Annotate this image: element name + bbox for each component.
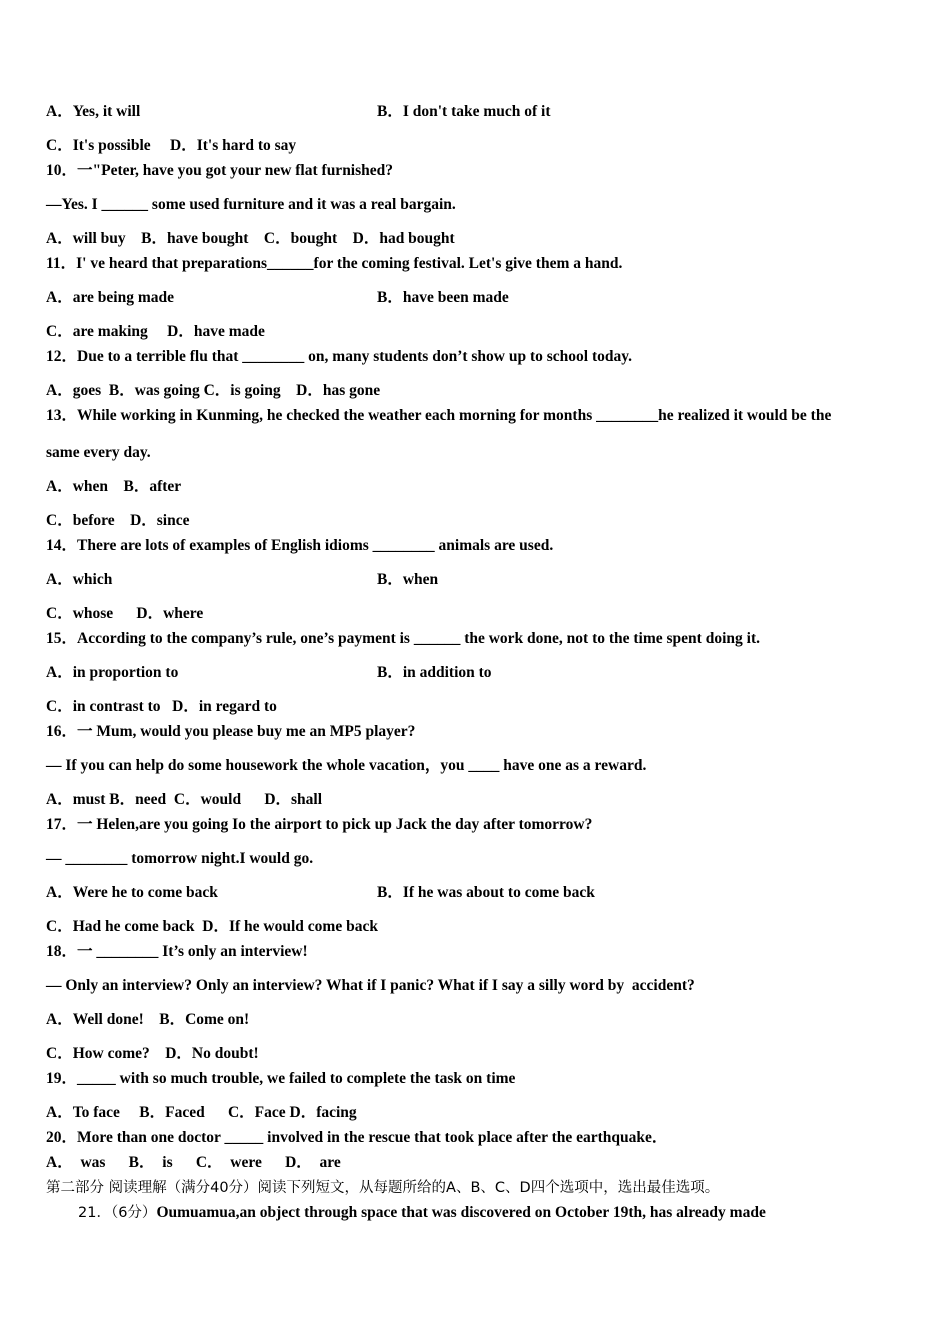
q12-options: A．goes B．was going C．is going D．has gone (46, 382, 381, 399)
q10-stem: 10．一"Peter, have you got your new flat furnished? (46, 162, 394, 179)
q19-stem: 19．_____ with so much trouble, we failed to complete the task on time (46, 1070, 516, 1087)
q17-options-cd: C．Had he come back D．If he would come back (46, 918, 378, 935)
q13-options-cd: C．before D．since (46, 512, 190, 529)
q15-option-a: A．in proportion to (46, 664, 179, 681)
q15-options-cd: C．in contrast to D．in regard to (46, 698, 277, 715)
q14-options-cd: C．whose D．where (46, 605, 204, 622)
q20-stem: 20．More than one doctor _____ involved in the rescue that took place after the earthquake． (46, 1129, 668, 1146)
q13-options-ab: A．when B．after (46, 478, 182, 495)
q18-options-ab: A．Well done! B．Come on! (46, 1011, 250, 1028)
q14-stem: 14．There are lots of examples of English idioms ________ animals are used. (46, 537, 554, 554)
q17-reply: — ________ tomorrow night.I would go. (46, 850, 314, 867)
q14-option-a: A．which (46, 571, 113, 588)
q15-stem: 15．According to the company’s rule, one’s payment is ______ the work done, not to the time spent doing it. (46, 630, 760, 647)
q16-options: A．must B．need C．would D．shall (46, 791, 323, 808)
q18-reply: — Only an interview? Only an interview? What if I panic? What if I say a silly word by accident? (46, 977, 695, 994)
q17-option-a: A．Were he to come back (46, 884, 218, 901)
q15-option-b: B．in addition to (377, 664, 492, 681)
q9-options-cd: C．It's possible D．It's hard to say (46, 137, 297, 154)
q19-options: A．To face B．Faced C．Face D．facing (46, 1104, 357, 1121)
q16-reply: — If you can help do some housework the whole vacation，you ____ have one as a reward. (46, 757, 647, 774)
q11-option-a: A．are being made (46, 289, 175, 306)
q11-stem: 11．I' ve heard that preparations______for the coming festival. Let's give them a hand. (46, 255, 623, 272)
q12-stem: 12．Due to a terrible flu that ________ on, many students don’t show up to school today. (46, 348, 633, 365)
q9-option-b: B．I don't take much of it (377, 103, 551, 120)
q13-stem: 13．While working in Kunming, he checked the weather each morning for months ________he realized it would be the (46, 407, 832, 424)
q17-stem: 17．一 Helen,are you going Io the airport to pick up Jack the day after tomorrow? (46, 816, 593, 833)
q10-options: A．will buy B．have bought C．bought D．had bought (46, 230, 455, 247)
q17-option-b: B．If he was about to come back (377, 884, 595, 901)
q18-options-cd: C．How come? D．No doubt! (46, 1045, 259, 1062)
q11-option-b: B．have been made (377, 289, 509, 306)
q13-stem-cont: same every day. (46, 444, 151, 461)
q14-option-b: B．when (377, 571, 439, 588)
q20-options: A． was B． is C． were D． are (46, 1154, 341, 1171)
q10-reply: —Yes. I ______ some used furniture and it was a real bargain. (46, 196, 456, 213)
q16-stem: 16．一 Mum, would you please buy me an MP5 player? (46, 723, 416, 740)
q18-stem: 18．一 ________ It’s only an interview! (46, 943, 308, 960)
q21-stem (78, 1203, 766, 1223)
q21-number: 21．（6分） (78, 1205, 157, 1221)
section-two-heading: 第二部分 阅读理解（满分40分）阅读下列短文，从每题所给的A、B、C、D四个选项中，选出最佳选项。 (46, 1180, 720, 1196)
q21-text: Oumuamua,an object through space that was discovered on October 19th, has already made (156, 1204, 766, 1221)
q9-option-a: A．Yes, it will (46, 103, 141, 120)
q11-options-cd: C．are making D．have made (46, 323, 265, 340)
